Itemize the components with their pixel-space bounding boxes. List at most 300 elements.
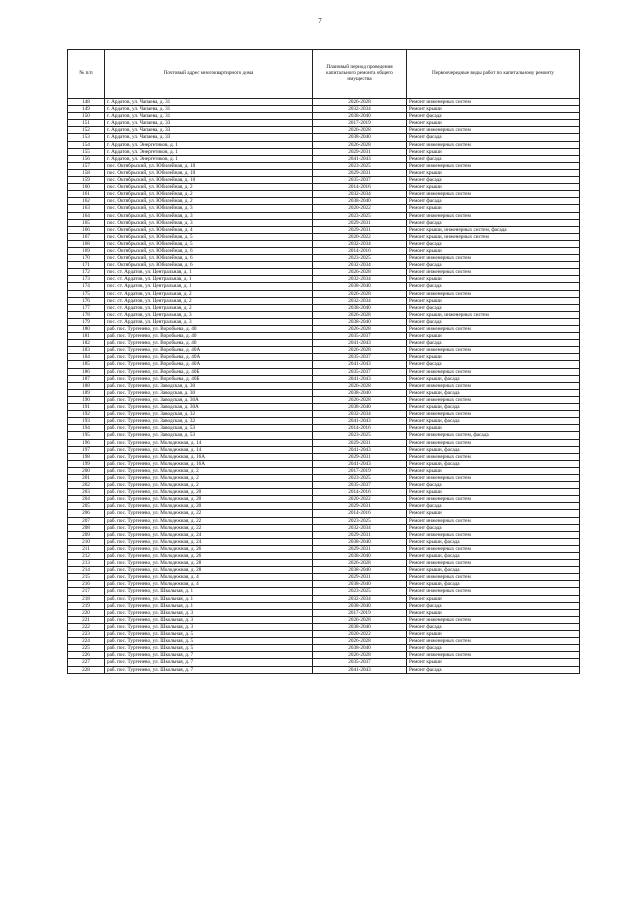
row-works: Ремонт крыши	[407, 467, 580, 474]
row-works: Ремонт крыши	[407, 354, 580, 361]
row-number: 194	[68, 425, 105, 432]
row-works: Ремонт крыши	[407, 333, 580, 340]
table-row	[68, 247, 580, 254]
row-address: раб. пос. Тургенево, ул. Молодежная, д. 4	[105, 581, 313, 588]
row-period: 2026-2028	[313, 311, 407, 318]
table-row	[68, 638, 580, 645]
table-row	[68, 389, 580, 396]
row-period: 2038-2040	[313, 304, 407, 311]
row-period: 2026-2028	[313, 347, 407, 354]
row-number: 213	[68, 560, 105, 567]
row-number: 160	[68, 184, 105, 191]
row-address: раб. пос. Тургенево, ул. Молодежная, д. 28	[105, 560, 313, 567]
row-address: раб. пос. Тургенево, ул. Школьная, д. 1	[105, 588, 313, 595]
header-works: Первоочередные виды работ по капитальному ремонту	[407, 50, 580, 99]
row-works: Ремонт фасада	[407, 155, 580, 162]
row-number: 221	[68, 616, 105, 623]
row-works: Ремонт инженерных систем	[407, 638, 580, 645]
table-row	[68, 432, 580, 439]
table-row	[68, 425, 580, 432]
table-row	[68, 616, 580, 623]
row-number: 156	[68, 155, 105, 162]
row-address: раб. пос. Тургенево, ул. Молодежная, д. 16А	[105, 453, 313, 460]
row-works: Ремонт крыши	[407, 631, 580, 638]
row-number: 209	[68, 531, 105, 538]
row-period: 2029-2031	[313, 148, 407, 155]
row-number: 150	[68, 113, 105, 120]
row-period: 2041-2043	[313, 666, 407, 673]
row-works: Ремонт крыши	[407, 489, 580, 496]
row-works: Ремонт фасада	[407, 262, 580, 269]
header-period: Плановый период проведения капитального ремонта общего имущества	[313, 50, 407, 99]
row-period: 2020-2022	[313, 631, 407, 638]
row-address: пос. ст. Ардатов, ул. Центральная, д. 3	[105, 318, 313, 325]
row-address: раб. пос. Тургенево, ул. Заводская, д. 32	[105, 411, 313, 418]
table-row	[68, 347, 580, 354]
row-period: 2026-2028	[313, 382, 407, 389]
row-period: 2020-2022	[313, 496, 407, 503]
row-address: пос. Октябрьский, ул. Юбилейная, д. 4	[105, 226, 313, 233]
row-period: 2026-2028	[313, 326, 407, 333]
row-address: раб. пос. Тургенево, ул. Воробьева, д. 40А	[105, 347, 313, 354]
row-number: 199	[68, 460, 105, 467]
row-period: 2026-2028	[313, 141, 407, 148]
table-row	[68, 113, 580, 120]
row-number: 180	[68, 326, 105, 333]
row-address: раб. пос. Тургенево, ул. Молодежная, д. 2	[105, 482, 313, 489]
row-works: Ремонт инженерных систем	[407, 368, 580, 375]
row-period: 2038-2040	[313, 623, 407, 630]
table-row	[68, 283, 580, 290]
row-number: 204	[68, 496, 105, 503]
table-row	[68, 134, 580, 141]
table-row	[68, 567, 580, 574]
row-address: раб. пос. Тургенево, ул. Воробьева, д. 40А	[105, 361, 313, 368]
table-row	[68, 304, 580, 311]
row-number: 205	[68, 503, 105, 510]
row-works: Ремонт крыши, фасада	[407, 375, 580, 382]
row-works: Ремонт крыши, фасада	[407, 418, 580, 425]
row-address: раб. пос. Тургенево, ул. Заводская, д. 53	[105, 432, 313, 439]
row-number: 198	[68, 453, 105, 460]
table-row	[68, 496, 580, 503]
row-number: 228	[68, 666, 105, 673]
row-period: 2029-2031	[313, 439, 407, 446]
row-period: 2026-2028	[313, 616, 407, 623]
row-works: Ремонт инженерных систем	[407, 474, 580, 481]
row-address: г. Ардатов, ул. Чапаева, д. 33	[105, 134, 313, 141]
table-row	[68, 595, 580, 602]
row-works: Ремонт инженерных систем, фасада	[407, 432, 580, 439]
row-period: 2032-2034	[313, 524, 407, 531]
row-works: Ремонт крыши	[407, 425, 580, 432]
table-row	[68, 361, 580, 368]
row-works: Ремонт инженерных систем	[407, 212, 580, 219]
header-number: № п/п	[68, 50, 105, 99]
row-period: 2038-2040	[313, 389, 407, 396]
row-address: пос. Октябрьский, ул. Юбилейная, д. 2	[105, 191, 313, 198]
row-address: раб. пос. Тургенево, ул. Молодежная, д. 20	[105, 503, 313, 510]
row-number: 188	[68, 382, 105, 389]
table-row	[68, 255, 580, 262]
table-row	[68, 106, 580, 113]
row-period: 2023-2025	[313, 474, 407, 481]
row-address: пос. Октябрьский, ул. Юбилейная, д. 10	[105, 169, 313, 176]
row-period: 2041-2043	[313, 446, 407, 453]
table-row	[68, 375, 580, 382]
row-period: 2020-2022	[313, 233, 407, 240]
row-works: Ремонт крыши, фасада	[407, 446, 580, 453]
row-address: раб. пос. Тургенево, ул. Молодежная, д. 2	[105, 474, 313, 481]
row-works: Ремонт инженерных систем	[407, 616, 580, 623]
row-works: Ремонт фасада	[407, 361, 580, 368]
row-address: раб. пос. Тургенево, ул. Молодежная, д. 20	[105, 496, 313, 503]
row-address: раб. пос. Тургенево, ул. Заводская, д. 30	[105, 389, 313, 396]
row-number: 217	[68, 588, 105, 595]
table-row	[68, 127, 580, 134]
row-address: пос. ст. Ардатов, ул. Центральная, д. 2	[105, 297, 313, 304]
row-period: 2014-2016	[313, 184, 407, 191]
row-works: Ремонт крыши	[407, 510, 580, 517]
table-row	[68, 148, 580, 155]
table-row	[68, 318, 580, 325]
table-row	[68, 460, 580, 467]
row-number: 192	[68, 411, 105, 418]
row-number: 196	[68, 439, 105, 446]
table-row	[68, 219, 580, 226]
row-number: 212	[68, 553, 105, 560]
row-number: 168	[68, 240, 105, 247]
row-number: 152	[68, 127, 105, 134]
table-row	[68, 240, 580, 247]
row-number: 191	[68, 404, 105, 411]
row-number: 161	[68, 191, 105, 198]
row-period: 2038-2040	[313, 581, 407, 588]
row-works: Ремонт инженерных систем	[407, 439, 580, 446]
row-period: 2038-2040	[313, 318, 407, 325]
row-address: пос. Октябрьский, ул. Юбилейная, д. 3	[105, 205, 313, 212]
row-period: 2038-2040	[313, 553, 407, 560]
row-address: г. Ардатов, ул. Чапаева, д. 33	[105, 127, 313, 134]
row-address: раб. пос. Тургенево, ул. Заводская, д. 30А	[105, 404, 313, 411]
row-address: раб. пос. Тургенево, ул. Заводская, д. 53	[105, 425, 313, 432]
table-row	[68, 333, 580, 340]
row-number: 219	[68, 602, 105, 609]
row-works: Ремонт инженерных систем	[407, 191, 580, 198]
table-row	[68, 404, 580, 411]
row-address: раб. пос. Тургенево, ул. Воробьева, д. 40	[105, 326, 313, 333]
row-works: Ремонт фасада	[407, 340, 580, 347]
row-number: 151	[68, 120, 105, 127]
row-works: Ремонт фасада	[407, 623, 580, 630]
row-address: раб. пос. Тургенево, ул. Заводская, д. 32	[105, 418, 313, 425]
row-number: 208	[68, 524, 105, 531]
row-works: Ремонт инженерных систем	[407, 560, 580, 567]
table-row	[68, 368, 580, 375]
row-works: Ремонт крыши, инженерных систем	[407, 233, 580, 240]
row-address: раб. пос. Тургенево, ул. Школьная, д. 3	[105, 623, 313, 630]
table-row	[68, 191, 580, 198]
table-row	[68, 141, 580, 148]
row-period: 2029-2031	[313, 545, 407, 552]
table-row	[68, 396, 580, 403]
table-row	[68, 411, 580, 418]
row-address: раб. пос. Тургенево, ул. Молодежная, д. 20	[105, 489, 313, 496]
row-works: Ремонт инженерных систем	[407, 453, 580, 460]
row-works: Ремонт фасада	[407, 503, 580, 510]
row-number: 186	[68, 368, 105, 375]
table-row	[68, 666, 580, 673]
row-period: 2014-2016	[313, 247, 407, 254]
row-number: 203	[68, 489, 105, 496]
row-period: 2035-2037	[313, 333, 407, 340]
row-period: 2041-2043	[313, 460, 407, 467]
row-works: Ремонт фасада	[407, 482, 580, 489]
row-address: раб. пос. Тургенево, ул. Школьная, д. 5	[105, 638, 313, 645]
row-works: Ремонт инженерных систем	[407, 99, 580, 106]
row-number: 220	[68, 609, 105, 616]
row-address: раб. пос. Тургенево, ул. Молодежная, д. 22	[105, 524, 313, 531]
row-number: 166	[68, 226, 105, 233]
row-works: Ремонт крыши, фасада	[407, 404, 580, 411]
table-row	[68, 297, 580, 304]
row-period: 2041-2043	[313, 155, 407, 162]
row-period: 2032-2034	[313, 262, 407, 269]
row-number: 155	[68, 148, 105, 155]
row-number: 175	[68, 290, 105, 297]
row-period: 2032-2034	[313, 297, 407, 304]
row-number: 211	[68, 545, 105, 552]
table-row	[68, 311, 580, 318]
row-number: 185	[68, 361, 105, 368]
row-period: 2032-2034	[313, 106, 407, 113]
table-row	[68, 574, 580, 581]
table-row	[68, 645, 580, 652]
row-period: 2017-2019	[313, 120, 407, 127]
table-row	[68, 99, 580, 106]
table-row	[68, 212, 580, 219]
row-number: 148	[68, 99, 105, 106]
row-number: 210	[68, 538, 105, 545]
row-works: Ремонт крыши, фасада	[407, 538, 580, 545]
row-period: 2041-2043	[313, 418, 407, 425]
row-period: 2035-2037	[313, 354, 407, 361]
row-works: Ремонт крыши	[407, 184, 580, 191]
table-header	[68, 50, 580, 99]
table-row	[68, 602, 580, 609]
row-works: Ремонт крыши	[407, 297, 580, 304]
row-period: 2023-2025	[313, 162, 407, 169]
row-works: Ремонт инженерных систем	[407, 652, 580, 659]
row-address: раб. пос. Тургенево, ул. Молодежная, д. 22	[105, 517, 313, 524]
row-address: раб. пос. Тургенево, ул. Школьная, д. 1	[105, 595, 313, 602]
row-works: Ремонт инженерных систем	[407, 396, 580, 403]
table-row	[68, 538, 580, 545]
row-number: 177	[68, 304, 105, 311]
table-row	[68, 262, 580, 269]
row-number: 218	[68, 595, 105, 602]
row-works: Ремонт фасада	[407, 283, 580, 290]
row-period: 2029-2031	[313, 453, 407, 460]
row-period: 2038-2040	[313, 602, 407, 609]
row-address: раб. пос. Тургенево, ул. Школьная, д. 3	[105, 616, 313, 623]
row-address: пос. Октябрьский, ул. Юбилейная, д. 5	[105, 233, 313, 240]
row-works: Ремонт инженерных систем	[407, 290, 580, 297]
row-works: Ремонт инженерных систем	[407, 545, 580, 552]
row-number: 181	[68, 333, 105, 340]
row-address: пос. Октябрьский, ул. Юбилейная, д. 10	[105, 162, 313, 169]
table-row	[68, 588, 580, 595]
row-number: 182	[68, 340, 105, 347]
row-period: 2038-2040	[313, 538, 407, 545]
table-row	[68, 489, 580, 496]
row-works: Ремонт крыши	[407, 169, 580, 176]
table-row	[68, 155, 580, 162]
row-works: Ремонт крыши	[407, 120, 580, 127]
table-row	[68, 517, 580, 524]
row-period: 2023-2025	[313, 212, 407, 219]
row-address: г. Ардатов, ул. Чапаева, д. 31	[105, 113, 313, 120]
row-period: 2032-2034	[313, 240, 407, 247]
row-period: 2026-2028	[313, 638, 407, 645]
row-address: пос. Октябрьский, ул. Юбилейная, д. 6	[105, 247, 313, 254]
row-address: пос. ст. Ардатов, ул. Центральная, д. 2	[105, 304, 313, 311]
row-address: раб. пос. Тургенево, ул. Школьная, д. 5	[105, 631, 313, 638]
row-address: г. Ардатов, ул. Чапаева, д. 31	[105, 106, 313, 113]
row-works: Ремонт крыши, инженерных систем, фасада	[407, 226, 580, 233]
row-period: 2032-2034	[313, 276, 407, 283]
row-number: 169	[68, 247, 105, 254]
row-period: 2023-2025	[313, 255, 407, 262]
row-number: 183	[68, 347, 105, 354]
row-period: 2023-2025	[313, 517, 407, 524]
row-works: Ремонт инженерных систем	[407, 588, 580, 595]
table-row	[68, 326, 580, 333]
row-works: Ремонт фасада	[407, 219, 580, 226]
table-row	[68, 510, 580, 517]
row-number: 225	[68, 645, 105, 652]
row-number: 200	[68, 467, 105, 474]
table-row	[68, 623, 580, 630]
row-address: раб. пос. Тургенево, ул. Воробьева, д. 40Б	[105, 368, 313, 375]
row-number: 187	[68, 375, 105, 382]
row-works: Ремонт крыши	[407, 609, 580, 616]
row-works: Ремонт фасада	[407, 645, 580, 652]
row-works: Ремонт инженерных систем	[407, 517, 580, 524]
row-address: пос. ст. Ардатов, ул. Центральная, д. 2	[105, 290, 313, 297]
row-works: Ремонт фасада	[407, 666, 580, 673]
row-period: 2026-2028	[313, 127, 407, 134]
row-works: Ремонт крыши	[407, 106, 580, 113]
row-period: 2017-2019	[313, 467, 407, 474]
row-number: 154	[68, 141, 105, 148]
row-works: Ремонт инженерных систем	[407, 326, 580, 333]
row-number: 216	[68, 581, 105, 588]
table-row	[68, 276, 580, 283]
table-row	[68, 233, 580, 240]
row-period: 2035-2037	[313, 177, 407, 184]
row-works: Ремонт крыши, фасада	[407, 581, 580, 588]
row-number: 158	[68, 169, 105, 176]
row-number: 206	[68, 510, 105, 517]
row-works: Ремонт инженерных систем	[407, 574, 580, 581]
row-number: 153	[68, 134, 105, 141]
row-number: 164	[68, 212, 105, 219]
table-row	[68, 531, 580, 538]
row-works: Ремонт инженерных систем	[407, 127, 580, 134]
row-address: пос. Октябрьский, ул. Юбилейная, д. 6	[105, 255, 313, 262]
row-works: Ремонт фасада	[407, 602, 580, 609]
row-address: раб. пос. Тургенево, ул. Молодежная, д. 4	[105, 574, 313, 581]
row-period: 2023-2025	[313, 588, 407, 595]
table-row	[68, 290, 580, 297]
table-row	[68, 446, 580, 453]
row-works: Ремонт крыши, инженерных систем	[407, 311, 580, 318]
row-address: раб. пос. Тургенево, ул. Молодежная, д. 16А	[105, 460, 313, 467]
row-address: г. Ардатов, ул. Энергетиков, д. 1	[105, 148, 313, 155]
row-works: Ремонт крыши	[407, 205, 580, 212]
row-works: Ремонт инженерных систем	[407, 496, 580, 503]
row-address: раб. пос. Тургенево, ул. Молодежная, д. 24	[105, 531, 313, 538]
row-number: 215	[68, 574, 105, 581]
row-address: раб. пос. Тургенево, ул. Молодежная, д. 22	[105, 510, 313, 517]
row-period: 2032-2034	[313, 191, 407, 198]
row-works: Ремонт инженерных систем	[407, 162, 580, 169]
table-row	[68, 340, 580, 347]
row-works: Ремонт крыши, фасада	[407, 567, 580, 574]
row-works: Ремонт инженерных систем	[407, 347, 580, 354]
row-works: Ремонт крыши	[407, 659, 580, 666]
row-number: 214	[68, 567, 105, 574]
row-works: Ремонт крыши	[407, 148, 580, 155]
table-row	[68, 609, 580, 616]
row-address: пос. ст. Ардатов, ул. Центральная, д. 3	[105, 311, 313, 318]
row-address: г. Ардатов, ул. Чапаева, д. 31	[105, 99, 313, 106]
row-period: 2026-2028	[313, 99, 407, 106]
table-row	[68, 382, 580, 389]
row-period: 2038-2040	[313, 645, 407, 652]
row-number: 193	[68, 418, 105, 425]
repair-schedule-table	[67, 49, 580, 674]
table-row	[68, 545, 580, 552]
row-address: пос. Октябрьский, ул. Юбилейная, д. 10	[105, 177, 313, 184]
table-row	[68, 631, 580, 638]
table-row	[68, 418, 580, 425]
row-period: 2026-2028	[313, 290, 407, 297]
row-address: пос. ст. Ардатов, ул. Центральная, д. 1	[105, 283, 313, 290]
row-address: пос. Октябрьский, ул. Юбилейная, д. 2	[105, 184, 313, 191]
table-row	[68, 226, 580, 233]
row-period: 2038-2040	[313, 134, 407, 141]
row-address: пос. Октябрьский, ул. Юбилейная, д. 3	[105, 219, 313, 226]
row-period: 2029-2031	[313, 503, 407, 510]
table-body	[68, 99, 580, 674]
row-number: 149	[68, 106, 105, 113]
row-number: 163	[68, 205, 105, 212]
row-number: 159	[68, 177, 105, 184]
row-number: 207	[68, 517, 105, 524]
row-period: 2038-2040	[313, 567, 407, 574]
row-address: раб. пос. Тургенево, ул. Воробьева, д. 40Б	[105, 375, 313, 382]
row-period: 2038-2040	[313, 404, 407, 411]
row-period: 2041-2043	[313, 361, 407, 368]
row-number: 222	[68, 623, 105, 630]
row-period: 2029-2031	[313, 169, 407, 176]
table-row	[68, 205, 580, 212]
row-period: 2038-2040	[313, 198, 407, 205]
table-row	[68, 354, 580, 361]
row-number: 179	[68, 318, 105, 325]
